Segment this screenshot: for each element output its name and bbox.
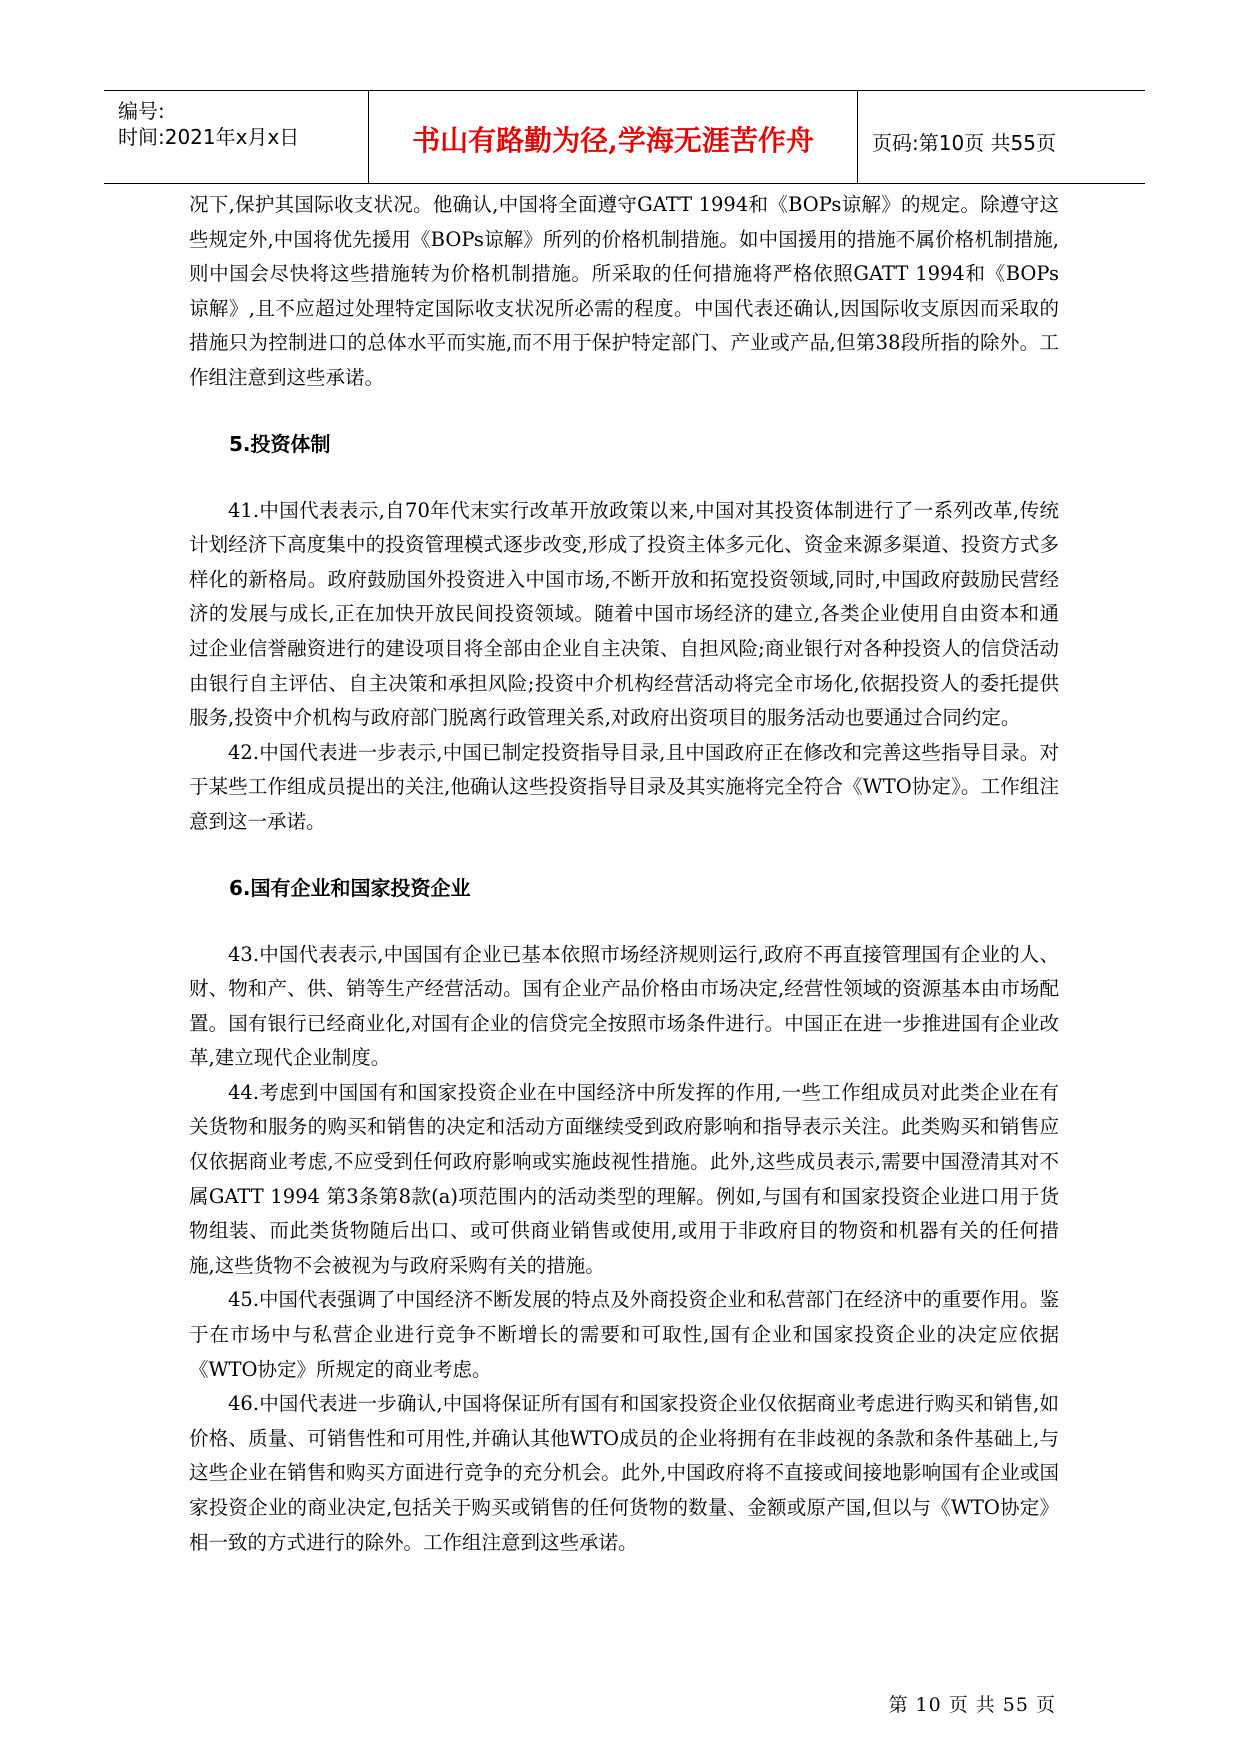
- paragraph-42: 42.中国代表进一步表示,中国已制定投资指导目录,且中国政府正在修改和完善这些指导目录。对于某些工作组成员提出的关注,他确认这些投资指导目录及其实施将完全符合《WTO协定》。工作组注意到这一承诺。: [189, 740, 1059, 833]
- page-footer-number: 第 10 页 共 55 页: [888, 1694, 1056, 1716]
- section-title-investment: 5.投资体制: [229, 431, 331, 456]
- document-time-label: 时间:2021年x月x日: [118, 125, 300, 149]
- paragraph-41: 41.中国代表表示,自70年代末实行改革开放政策以来,中国对其投资体制进行了一系列改革,传统计划经济下高度集中的投资管理模式逐步改变,形成了投资主体多元化、资金来源多渠道、投资方式多样化的新格局。政府鼓励国外投资进入中国市场,不断开放和拓宽投资领域,同时,中国政府鼓励民营经济的发展与成长,正在加快开放民间投资领域。随着中国市场经济的建立,各类企业使用自由资本和通过企业信誉融资进行的建设项目将全部由企业自主决策、自担风险;商业银行对各种投资人的信贷活动由银行自主评估、自主决策和承担风险;投资中介机构经营活动将完全市场化,依据投资人的委托提供服务,投资中介机构与政府部门脱离行政管理关系,对政府出资项目的服务活动也要通过合同约定。: [189, 498, 1059, 730]
- document-body: [189, 188, 1059, 1560]
- document-code-label: 编号:: [118, 99, 165, 123]
- header-page-cell: [858, 91, 1145, 183]
- section-title-state-enterprises: 6.国有企业和国家投资企业: [229, 875, 471, 900]
- paragraph-43: 43.中国代表表示,中国国有企业已基本依照市场经济规则运行,政府不再直接管理国有企业的人、财、物和产、供、销等生产经营活动。国有企业产品价格由市场决定,经营性领域的资源基本由市场配置。国有银行已经商业化,对国有企业的信贷完全按照市场条件进行。中国正在进一步推进国有企业改革,建立现代企业制度。: [189, 942, 1059, 1070]
- header-motto: 书山有路勤为径,学海无涯苦作舟: [412, 124, 814, 157]
- page-header: [104, 90, 1145, 184]
- header-page-number: 页码:第10页 共55页: [872, 131, 1056, 155]
- header-meta-cell: [104, 91, 369, 183]
- paragraph-45: 45.中国代表强调了中国经济不断发展的特点及外商投资企业和私营部门在经济中的重要作用。鉴于在市场中与私营企业进行竞争不断增长的需要和可取性,国有企业和国家投资企业的决定应依据《WTO协定》所规定的商业考虑。: [189, 1288, 1059, 1381]
- intro-paragraph: 况下,保护其国际收支状况。他确认,中国将全面遵守GATT 1994和《BOPs谅解》的规定。除遵守这些规定外,中国将优先援用《BOPs谅解》所列的价格机制措施。如中国援用的措施不属价格机制措施,则中国会尽快将这些措施转为价格机制措施。所采取的任何措施将严格依照GATT 1994和《BOPs 谅解》,且不应超过处理特定国际收支状况所必需的程度。中国代表还确认,因国际收支原因而采取的措施只为控制进口的总体水平而实施,而不用于保护特定部门、产业或产品,但第38段所指的除外。工作组注意到这些承诺。: [189, 193, 1059, 389]
- paragraph-44: 44.考虑到中国国有和国家投资企业在中国经济中所发挥的作用,一些工作组成员对此类企业在有关货物和服务的购买和销售的决定和活动方面继续受到政府影响和指导表示关注。此类购买和销售应仅依据商业考虑,不应受到任何政府影响或实施歧视性措施。此外,这些成员表示,需要中国澄清其对不属GATT 1994 第3条第8款(a)项范围内的活动类型的理解。例如,与国有和国家投资企业进口用于货物组装、而此类货物随后出口、或可供商业销售或使用,或用于非政府目的物资和机器有关的任何措施,这些货物不会被视为与政府采购有关的措施。: [189, 1080, 1059, 1277]
- paragraph-46: 46.中国代表进一步确认,中国将保证所有国有和国家投资企业仅依据商业考虑进行购买和销售,如价格、质量、可销售性和可用性,并确认其他WTO成员的企业将拥有在非歧视的条款和条件基础上,与这些企业在销售和购买方面进行竞争的充分机会。此外,中国政府将不直接或间接地影响国有企业或国家投资企业的商业决定,包括关于购买或销售的任何货物的数量、金额或原产国,但以与《WTO协定》相一致的方式进行的除外。工作组注意到这些承诺。: [189, 1392, 1059, 1554]
- header-motto-cell: [369, 91, 858, 183]
